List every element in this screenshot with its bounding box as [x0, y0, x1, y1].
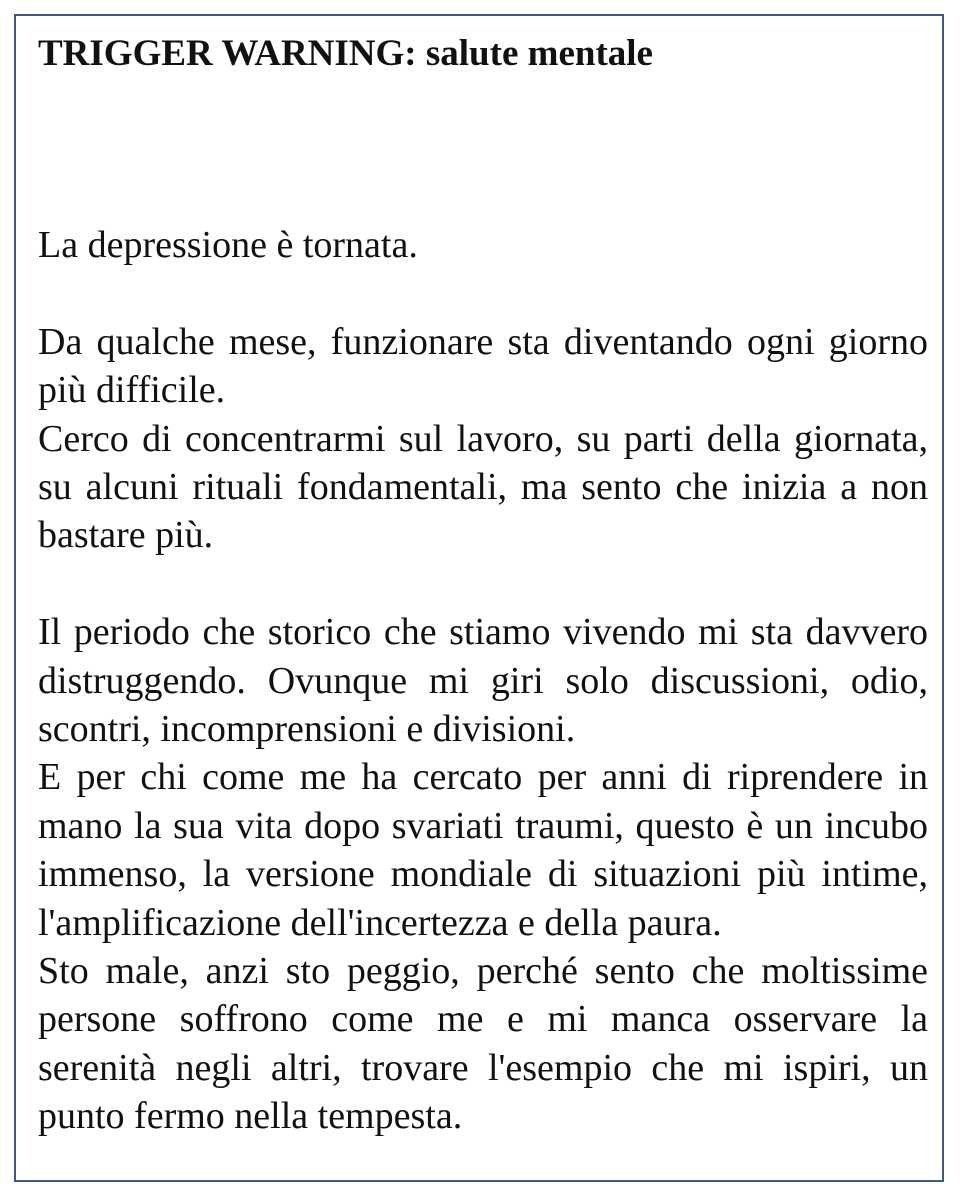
- paragraph-2: Da qualche mese, funzionare sta diventando ogni giorno più difficile.: [38, 320, 928, 412]
- trigger-warning-title: TRIGGER WARNING: salute mentale: [38, 33, 653, 74]
- paragraph-5: E per chi come me ha cercato per anni di riprendere in mano la sua vita dopo svariati traumi, questo è un incubo immenso, la versione mondiale di situazioni più intime, l'amplificazione dell'incertezza e della paura.: [38, 756, 928, 944]
- paragraph-3: Cerco di concentrarmi sul lavoro, su parti della giornata, su alcuni rituali fondamentali, ma sento che inizia a non bastare più.: [38, 417, 928, 557]
- paragraph-gap: [38, 269, 928, 317]
- title-spacer: [38, 78, 928, 221]
- paragraph-1: La depressione è tornata.: [38, 224, 418, 266]
- document-body: [38, 30, 928, 1141]
- paragraph-4: Il periodo che storico che stiamo vivendo mi sta davvero distruggendo. Ovunque mi giri solo discussioni, odio, scontri, incomprensioni e divisioni.: [38, 611, 928, 751]
- paragraph-6: Sto male, anzi sto peggio, perché sento che moltissime persone soffrono come me e mi manca osservare la serenità negli altri, trovare l'esempio che mi ispiri, un punto fermo nella tempesta.: [38, 950, 928, 1138]
- document-frame: [14, 14, 944, 1182]
- paragraph-gap: [38, 560, 928, 608]
